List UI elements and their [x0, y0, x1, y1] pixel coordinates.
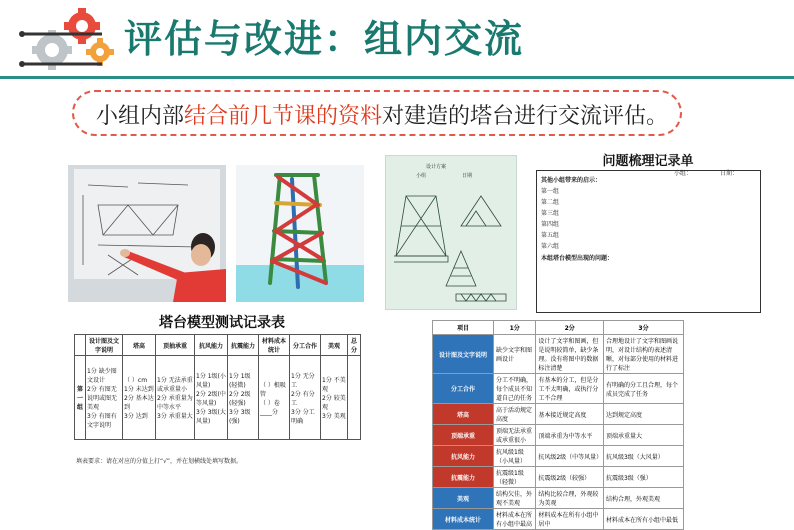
header-cell: 塔高: [123, 335, 156, 356]
gear-logo-icon: [12, 4, 120, 74]
eval-header: 1分: [494, 321, 536, 335]
record-group-5: 第五组: [541, 232, 560, 239]
evaluation-grid: [432, 320, 684, 530]
record-group-1: 第一组: [541, 188, 560, 195]
eval-row-name: 抗风能力: [433, 446, 494, 467]
record-group-6: 第六组: [541, 243, 560, 250]
eval-header: 项目: [433, 321, 494, 335]
eval-cell: 高于活动规定高度: [494, 404, 536, 425]
data-cell: 1分 1级(小风量) 2分 2级(中等风量) 3分 3级(大风量): [195, 356, 228, 440]
record-prompt: 其他小组带来的启示：: [541, 177, 602, 184]
record-date-label: 日期：: [720, 170, 739, 177]
test-record-title: 塔台模型测试记录表: [159, 315, 285, 331]
instruction-banner: [72, 90, 682, 136]
eval-cell: 抗风级2级（中等风量）: [536, 446, 604, 467]
eval-cell: 抗震级3级（强）: [603, 467, 683, 488]
group-cell: 第一组: [75, 356, 86, 440]
header-cell: 抗风能力: [195, 335, 228, 356]
eval-cell: 缺少文字和图画设计: [494, 335, 536, 374]
eval-cell: 顶端无法承重或承重很小: [494, 425, 536, 446]
eval-cell: 抗震级1级（轻微）: [494, 467, 536, 488]
classroom-photo: [68, 165, 226, 302]
sketch-date-label: 日期: [462, 173, 473, 179]
eval-cell: 顶端承重量大: [603, 425, 683, 446]
record-group-2: 第二组: [541, 199, 560, 206]
data-cell: （ ）根吸管 （ ）卷 ____分: [259, 356, 290, 440]
data-cell: 1分 无法承重或承重量小 2分 承重量为中等水平 3分 承重量大: [156, 356, 195, 440]
eval-cell: 材料成本在所有小组中居中: [536, 509, 604, 530]
eval-cell: 顶端承重为中等水平: [536, 425, 604, 446]
header-cell: 顶抽承重: [156, 335, 195, 356]
record-group-3: 第三组: [541, 210, 560, 217]
eval-cell: 有明确的分工且合理，每个成员完成了任务: [603, 374, 683, 404]
header-cell: 抗震能力: [228, 335, 259, 356]
eval-cell: 材料成本在所有小组中最低: [603, 509, 683, 530]
eval-cell: 结构欠佳，外观不美观: [494, 488, 536, 509]
sketch-title: 设计方案: [426, 164, 447, 170]
eval-row: [433, 467, 684, 488]
eval-row-name: 设计图及文字说明: [433, 335, 494, 374]
header-cell: 材料成本统计: [259, 335, 290, 356]
eval-cell: 抗震级2级（较强）: [536, 467, 604, 488]
data-cell: 1分 无分工 2分 有分工 3分 分工明确: [290, 356, 321, 440]
eval-row-name: 顶端承重: [433, 425, 494, 446]
eval-cell: 设计了文字和图画，但是说明较简单，缺少条理。没有将图中的数据标注清楚: [536, 335, 604, 374]
header-cell: 分工合作: [290, 335, 321, 356]
data-cell: 1分 不美观 2分 较美观 3分 美观: [321, 356, 348, 440]
eval-cell: 材料成本在所有小组中最高: [494, 509, 536, 530]
eval-row: [433, 374, 684, 404]
page-title: 评估与改进：组内交流: [124, 17, 525, 61]
eval-cell: 结构比较合理，外观较为美观: [536, 488, 604, 509]
header-cell: 设计图及文字说明: [86, 335, 123, 356]
eval-row-name: 材料成本统计: [433, 509, 494, 530]
instruction-text: [96, 99, 668, 130]
title-divider: [0, 76, 794, 79]
record-box: [536, 170, 761, 313]
problem-record-sheet: [534, 150, 762, 314]
eval-cell: 合理地设计了文字和图画说明，对设计结构的表述清晰，对每部分使用的材料进行了标注: [603, 335, 683, 374]
record-group-label: 小组：: [674, 170, 693, 177]
corner-cell: [75, 335, 86, 356]
eval-header: 3分: [603, 321, 683, 335]
eval-row: [433, 509, 684, 530]
data-cell: [348, 356, 361, 440]
header-cell: 总分: [348, 335, 361, 356]
data-cell: 1分 缺少图文设计 2分 有图无说明或图无美观 3分 有图有文字说明: [86, 356, 123, 440]
eval-row: [433, 446, 684, 467]
test-record-grid: [74, 334, 361, 440]
eval-cell: 有基本的分工，但是分工不太明确，或执行分工不合理: [536, 374, 604, 404]
evaluation-rubric: [432, 320, 684, 528]
data-cell: （ ）cm 1分 未达到 2分 基本达到 3分 达到: [123, 356, 156, 440]
instruction-prefix: 小组内部: [96, 104, 185, 129]
eval-row-name: 分工合作: [433, 374, 494, 404]
instruction-suffix: 对建造的塔台进行交流评估。: [382, 104, 669, 129]
record-group-4: 第四组: [541, 221, 560, 228]
eval-row-name: 塔高: [433, 404, 494, 425]
eval-row: [433, 404, 684, 425]
header-cell: 美观: [321, 335, 348, 356]
record-question: 本组塔台模型出现的问题：: [541, 255, 614, 262]
eval-row: [433, 425, 684, 446]
instruction-highlight: 结合前几节课的资料: [184, 104, 383, 129]
eval-header: 2分: [536, 321, 604, 335]
eval-cell: 达到规定高度: [603, 404, 683, 425]
eval-cell: 抗风级3级（大风量）: [603, 446, 683, 467]
eval-row-name: 美观: [433, 488, 494, 509]
record-sheet-title: 问题梳理记录单: [602, 154, 694, 169]
eval-row: [433, 335, 684, 374]
test-record-table: [72, 312, 372, 468]
eval-cell: 结构合理，外观美观: [603, 488, 683, 509]
test-record-footnote: 填表要求：请在对应的分值上打“√”，并在划横线处填写数据。: [76, 458, 243, 465]
eval-row: [433, 488, 684, 509]
eval-cell: 抗风级1级（小风量）: [494, 446, 536, 467]
eval-cell: 基本接近规定高度: [536, 404, 604, 425]
tower-model-image: [236, 165, 364, 302]
eval-row-name: 抗震能力: [433, 467, 494, 488]
data-cell: 1分 1级(轻微) 2分 2级(轻强) 3分 3级(强): [228, 356, 259, 440]
sketch-group-label: 小组: [416, 173, 427, 179]
eval-cell: 分工不明确，每个成员不知道自己的任务: [494, 374, 536, 404]
design-sketch: [385, 155, 517, 310]
